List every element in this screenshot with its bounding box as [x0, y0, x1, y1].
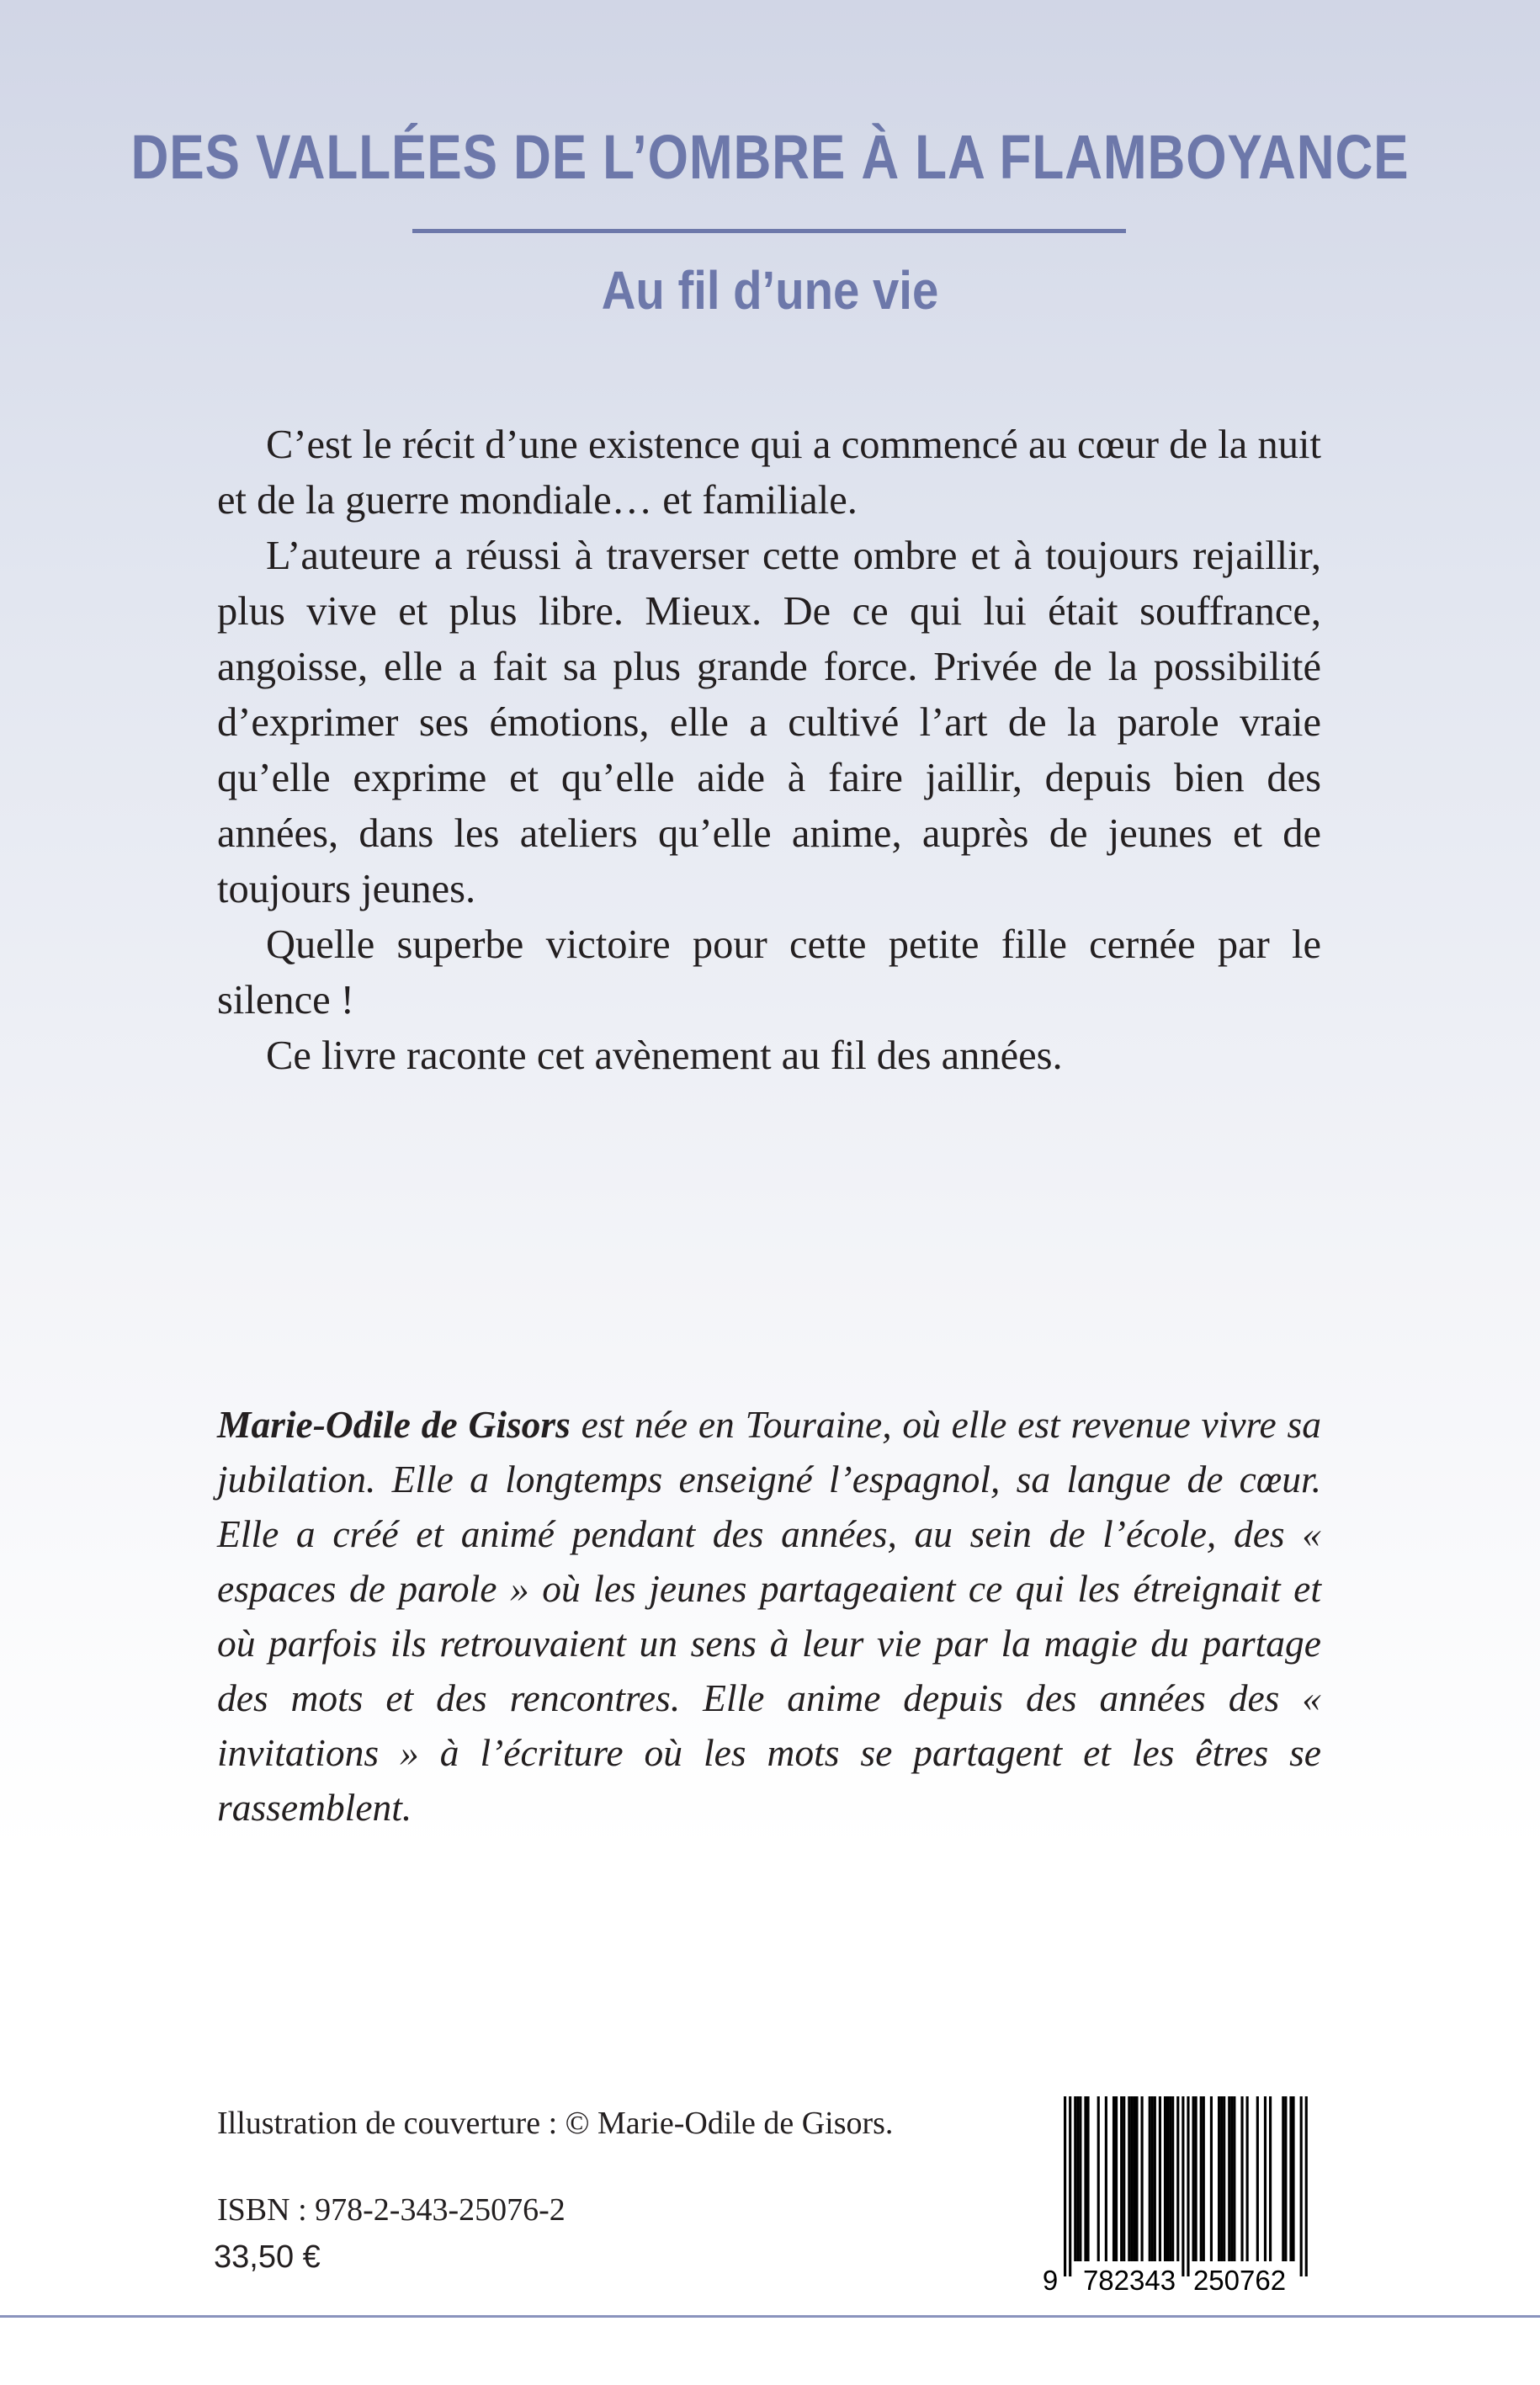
barcode-bar — [1169, 2096, 1171, 2261]
barcode-bar — [1105, 2096, 1107, 2261]
barcode-bar — [1086, 2096, 1089, 2261]
barcode-bar — [1282, 2096, 1284, 2261]
barcode-bar — [1113, 2096, 1115, 2261]
author-bio — [217, 1397, 1321, 1835]
barcode-bar — [1097, 2096, 1100, 2261]
book-subtitle: Au fil d’une vie — [601, 260, 939, 321]
barcode-bar — [1230, 2096, 1233, 2261]
barcode-bar — [1289, 2096, 1292, 2261]
barcode-bar — [1218, 2096, 1220, 2261]
author-bio-text: est née en Touraine, où elle est revenue vivre sa jubilation. Elle a longtemps enseigné l’espagnol, sa langue de cœur. Elle a créé et animé pendant des années, au sein de l’école, des « espaces de parole » où les jeunes partageaient ce qui les étreignait et où parfois ils retrouvaient un sens à leur vie par la magie du partage des mots et des rencontres. Elle anime depuis des années des « invitations » à l’écriture où les mots se partagent et les êtres se rassemblent. — [217, 1403, 1321, 1829]
barcode-bar — [1149, 2096, 1151, 2261]
barcode-bar — [1246, 2096, 1249, 2261]
barcode-bar — [1284, 2096, 1287, 2261]
barcode-bar — [1176, 2096, 1179, 2261]
barcode — [1037, 2093, 1323, 2295]
barcode-bar — [1264, 2096, 1267, 2261]
blurb-paragraph: Quelle superbe victoire pour cette petite fille cernée par le silence ! — [217, 922, 1321, 1023]
barcode-bar — [1292, 2096, 1294, 2261]
author-name: Marie-Odile de Gisors — [217, 1403, 571, 1446]
barcode-left-digits: 782343 — [1082, 2265, 1176, 2295]
barcode-bar — [1192, 2096, 1195, 2261]
barcode-bar — [1141, 2096, 1144, 2261]
barcode-bar — [1171, 2096, 1174, 2261]
barcode-bar — [1154, 2096, 1156, 2261]
barcode-bar — [1120, 2096, 1123, 2261]
barcode-bar — [1084, 2096, 1086, 2261]
barcode-bar — [1133, 2096, 1135, 2261]
price: 33,50 € — [214, 2239, 321, 2275]
barcode-bar — [1269, 2096, 1272, 2261]
isbn: ISBN : 978-2-343-25076-2 — [217, 2192, 566, 2228]
blurb-paragraph: Ce livre raconte cet avènement au fil des années. — [266, 1033, 1063, 1078]
blurb-text — [217, 417, 1321, 1084]
barcode-bar — [1182, 2096, 1184, 2276]
barcode-bar — [1203, 2096, 1205, 2261]
barcode-bar — [1187, 2096, 1189, 2276]
barcode-bar — [1159, 2096, 1161, 2261]
barcode-first-digit: 9 — [1042, 2265, 1059, 2295]
barcode-bar — [1223, 2096, 1225, 2261]
blurb-paragraph: C’est le récit d’une existence qui a commencé au cœur de la nuit et de la guerre mondiale… et familiale. — [217, 422, 1321, 523]
barcode-bar — [1220, 2096, 1223, 2261]
barcode-bar — [1115, 2096, 1118, 2261]
barcode-bar — [1233, 2096, 1235, 2261]
book-title: DES VALLÉES DE L’OMBRE À LA FLAMBOYANCE — [130, 122, 1410, 192]
barcode-bar — [1305, 2096, 1308, 2276]
barcode-bar — [1069, 2096, 1071, 2276]
barcode-bar — [1256, 2096, 1259, 2261]
barcode-bar — [1200, 2096, 1203, 2261]
barcode-bar — [1074, 2096, 1076, 2261]
barcode-bar — [1151, 2096, 1154, 2261]
barcode-bar — [1123, 2096, 1125, 2261]
barcode-bar — [1130, 2096, 1133, 2261]
barcode-bar — [1135, 2096, 1138, 2261]
barcode-bar — [1210, 2096, 1213, 2261]
barcode-bar — [1195, 2096, 1197, 2261]
barcode-bar — [1064, 2096, 1066, 2276]
barcode-bar — [1240, 2096, 1243, 2261]
barcode-bar — [1076, 2096, 1079, 2261]
barcode-bar — [1128, 2096, 1130, 2261]
bottom-divider — [0, 2315, 1540, 2318]
title-divider — [412, 229, 1126, 233]
barcode-bar — [1228, 2096, 1230, 2261]
illustration-credit: Illustration de couverture : © Marie-Odile de Gisors. — [217, 2106, 894, 2141]
author-bio-paragraph — [217, 1397, 1321, 1835]
barcode-bar — [1079, 2096, 1081, 2261]
barcode-bar — [1300, 2096, 1303, 2276]
blurb-paragraph: L’auteure a réussi à traverser cette ombre et à toujours rejaillir, plus vive et plus libre. Mieux. De ce qui lui était souffrance, angoisse, elle a fait sa plus grande force. Privée de la possibilité d’exprimer ses émotions, elle a cultivé l’art de la parole vraie qu’elle exprime et qu’elle aide à faire jaillir, depuis bien des années, dans les ateliers qu’elle anime, auprès de jeunes et de toujours jeunes. — [217, 534, 1321, 911]
barcode-right-digits: 250762 — [1192, 2265, 1287, 2295]
barcode-bar — [1166, 2096, 1169, 2261]
barcode-bar — [1164, 2096, 1166, 2261]
